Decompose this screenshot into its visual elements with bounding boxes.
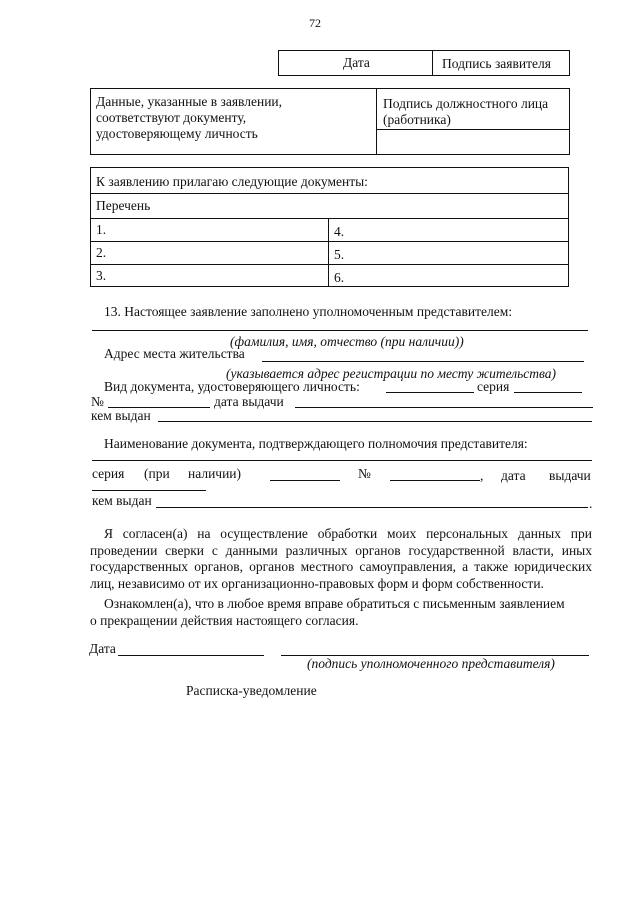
signature-hint: (подпись уполномоченного представителя) <box>307 656 555 671</box>
table-divider <box>376 89 377 154</box>
series-label-2: серия <box>92 466 125 481</box>
list-label: Перечень <box>96 198 151 213</box>
date-header: Дата <box>343 55 370 70</box>
issue-date-word: выдачи <box>549 468 591 483</box>
list-item: 4. <box>334 224 345 239</box>
applicant-signature-header: Подпись заявителя <box>442 56 551 71</box>
authority-doc-label: Наименование документа, подтверждающего полномочия представителя: <box>104 436 528 451</box>
attachments-header: К заявлению прилагаю следующие документы: <box>96 174 368 189</box>
issue-date-label: дата выдачи <box>214 394 284 409</box>
acknowledgement-text: Ознакомлен(а), что в любое время вправе обратиться с письменным заявлением о прекращении действия настоящего согласия. <box>90 596 565 628</box>
address-label: Адрес места жительства <box>104 346 245 361</box>
page-number: 72 <box>309 16 321 30</box>
list-item: 6. <box>334 270 345 285</box>
number-label-2: № <box>358 466 371 481</box>
verification-statement: Данные, указанные в заявлении, соответствуют документу, удостоверяющему личность <box>96 94 283 141</box>
number-label: № <box>91 394 104 409</box>
table-divider <box>91 218 568 219</box>
optional-word: наличии) <box>188 466 242 481</box>
comma: , <box>480 468 484 483</box>
series-line <box>514 392 582 393</box>
id-doc-label: Вид документа, удостоверяющего личность: <box>104 379 360 394</box>
list-item: 3. <box>96 268 107 283</box>
table-divider <box>91 241 568 242</box>
issued-by-line-2 <box>156 507 588 508</box>
issue-date-word: дата <box>501 468 526 483</box>
fio-line <box>92 330 588 331</box>
issued-by-label: кем выдан <box>91 408 151 423</box>
address-hint: (указывается адрес регистрации по месту жительства) <box>226 366 557 381</box>
series-label: серия <box>477 379 510 394</box>
verification-table <box>90 88 570 155</box>
authority-doc-line <box>92 460 592 461</box>
list-item: 1. <box>96 222 107 237</box>
address-line <box>262 361 584 362</box>
official-signature-label: Подпись должностного лица (работника) <box>383 96 549 127</box>
list-item: 5. <box>334 247 345 262</box>
dot: . <box>589 496 593 511</box>
issued-by-label-2: кем выдан <box>92 493 152 508</box>
table-divider <box>376 129 569 130</box>
optional-word: (при <box>144 466 170 481</box>
section13-title: 13. Настоящее заявление заполнено уполномоченным представителем: <box>104 304 513 319</box>
table-divider <box>432 51 433 75</box>
issue-date-line-2 <box>92 490 206 491</box>
number-line-2 <box>390 480 480 481</box>
date-line <box>118 655 264 656</box>
table-divider <box>328 218 329 286</box>
table-divider <box>91 193 568 194</box>
issue-date-line <box>295 407 593 408</box>
receipt-title: Расписка-уведомление <box>186 683 317 698</box>
issued-by-line <box>158 421 592 422</box>
consent-text: Я согласен(а) на осуществление обработки моих персональных данных при проведении сверки с данными различных органов государственной власти, иных государственных органов, органов местного самоуправления, а также юридических лиц, независимо от их организационно-правовых форм и форм собственности. <box>90 526 592 591</box>
fio-hint: (фамилия, имя, отчество (при наличии)) <box>230 334 464 349</box>
attachments-table <box>90 167 569 287</box>
list-item: 2. <box>96 245 107 260</box>
table-divider <box>91 264 568 265</box>
signature-table <box>278 50 570 76</box>
date-label: Дата <box>89 641 116 656</box>
id-doc-line <box>386 392 474 393</box>
series-line-2 <box>270 480 340 481</box>
